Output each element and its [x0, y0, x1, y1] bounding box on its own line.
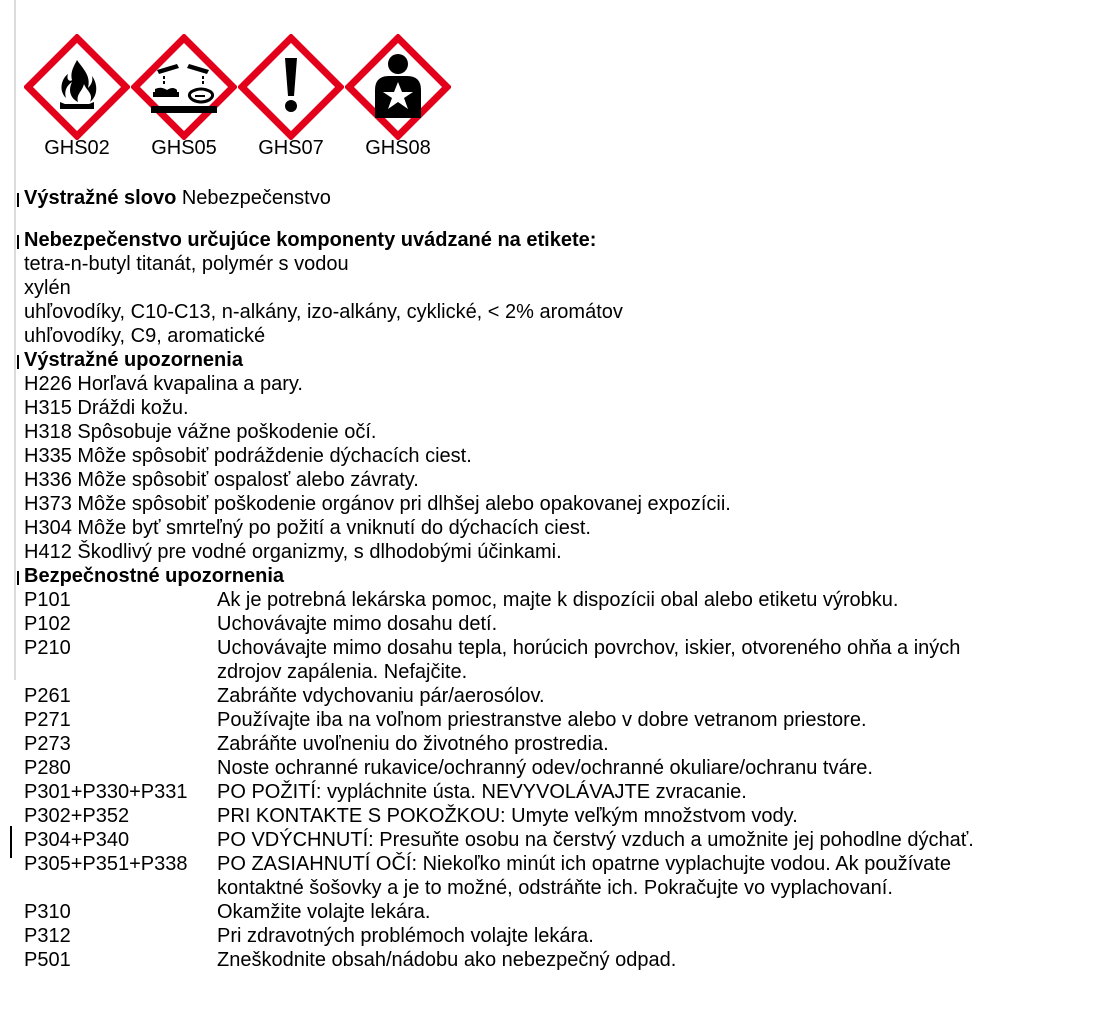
ghs-code-label: GHS07: [258, 137, 324, 159]
signal-word-value: Nebezpečenstvo: [181, 187, 331, 209]
p-text: Zabráňte vdychovaniu pár/aerosólov.: [217, 685, 545, 707]
p-text: Ak je potrebná lekárska pomoc, majte k dispozícii obal alebo etiketu výrobku.: [217, 589, 899, 611]
p-text: PO ZASIAHNUTÍ OČÍ: Niekoľko minút ich opatrne vyplachujte vodou. Ak používate: [217, 853, 951, 875]
p-code: P261: [24, 685, 71, 707]
hazard-statement: H412 Škodlivý pre vodné organizmy, s dlhodobými účinkami.: [24, 541, 562, 563]
p-text: Uchovávajte mimo dosahu detí.: [217, 613, 498, 635]
p-text: PRI KONTAKTE S POKOŽKOU: Umyte veľkým množstvom vody.: [217, 805, 798, 827]
p-code: P271: [24, 709, 71, 731]
p-text: Uchovávajte mimo dosahu tepla, horúcich povrchov, iskier, otvoreného ohňa a iných: [217, 637, 961, 659]
hazard-statements-heading: Výstražné upozornenia: [24, 349, 243, 371]
signal-word-line: [24, 186, 331, 210]
ghs-pictogram-row: [24, 34, 464, 164]
signal-word-label: Výstražné slovo: [24, 187, 177, 209]
flame-icon: [24, 34, 130, 140]
section-tick: [17, 235, 23, 249]
p-text: PO VDÝCHNUTÍ: Presuňte osobu na čerstvý vzduch a umožnite jej pohodlne dýchať.: [217, 829, 974, 851]
p-code: P305+P351+P338: [24, 853, 188, 875]
section-tick: [17, 571, 23, 585]
component-item: uhľovodíky, C9, aromatické: [24, 325, 266, 347]
left-margin-rule: [14, 0, 16, 680]
ghs-code-label: GHS05: [151, 137, 217, 159]
p-code: P310: [24, 901, 71, 923]
ghs-code-label: GHS08: [365, 137, 431, 159]
component-item: xylén: [24, 277, 71, 299]
p-code: P280: [24, 757, 71, 779]
hazard-statement: H304 Môže byť smrteľný po požití a vniknutí do dýchacích ciest.: [24, 517, 591, 539]
ghs-pictogram-ghs07: [238, 34, 344, 159]
component-item: uhľovodíky, C10-C13, n-alkány, izo-alkány, cyklické, < 2% aromátov: [24, 301, 623, 323]
section-tick: [17, 193, 23, 207]
p-code: P304+P340: [24, 829, 130, 851]
section-tick: [17, 355, 23, 369]
p-text: Zabráňte uvoľneniu do životného prostredia.: [217, 733, 609, 755]
exclamation-mark-icon: [238, 34, 344, 140]
hazard-statement: H318 Spôsobuje vážne poškodenie očí.: [24, 421, 377, 443]
ghs-pictogram-ghs02: [24, 34, 130, 159]
hazard-statement: H315 Dráždi kožu.: [24, 397, 189, 419]
ghs-code-label: GHS02: [44, 137, 110, 159]
hazard-statement: H336 Môže spôsobiť ospalosť alebo závraty.: [24, 469, 419, 491]
p-code: P273: [24, 733, 71, 755]
p-code: P301+P330+P331: [24, 781, 188, 803]
ghs-pictogram-ghs05: [131, 34, 237, 159]
revision-mark: [10, 826, 12, 858]
p-code: P302+P352: [24, 805, 130, 827]
p-code: P312: [24, 925, 71, 947]
p-text: Zneškodnite obsah/nádobu ako nebezpečný odpad.: [217, 949, 677, 971]
corrosion-icon: [131, 34, 237, 140]
hazard-statement: H226 Horľavá kvapalina a pary.: [24, 373, 303, 395]
p-code: P102: [24, 613, 71, 635]
ghs-pictogram-ghs08: [345, 34, 451, 159]
precautionary-statements-heading: Bezpečnostné upozornenia: [24, 565, 285, 587]
p-text-continued: zdrojov zapálenia. Nefajčite.: [217, 661, 468, 683]
component-item: tetra-n-butyl titanát, polymér s vodou: [24, 253, 349, 275]
p-code: P101: [24, 589, 71, 611]
p-text: Používajte iba na voľnom priestranstve alebo v dobre vetranom priestore.: [217, 709, 867, 731]
p-text: Okamžite volajte lekára.: [217, 901, 431, 923]
hazard-statement: H335 Môže spôsobiť podráždenie dýchacích ciest.: [24, 445, 472, 467]
p-text-continued: kontaktné šošovky a je to možné, odstráňte ich. Pokračujte vo vyplachovaní.: [217, 877, 893, 899]
hazard-statement: H373 Môže spôsobiť poškodenie orgánov pri dlhšej alebo opakovanej expozícii.: [24, 493, 731, 515]
p-text: Noste ochranné rukavice/ochranný odev/ochranné okuliare/ochranu tváre.: [217, 757, 873, 779]
p-text: PO POŽITÍ: vypláchnite ústa. NEVYVOLÁVAJTE zvracanie.: [217, 781, 747, 803]
p-text: Pri zdravotných problémoch volajte lekára.: [217, 925, 594, 947]
components-heading: Nebezpečenstvo určujúce komponenty uvádzané na etikete:: [24, 229, 597, 251]
p-code: P501: [24, 949, 71, 971]
p-code: P210: [24, 637, 71, 659]
health-hazard-icon: [345, 34, 451, 140]
